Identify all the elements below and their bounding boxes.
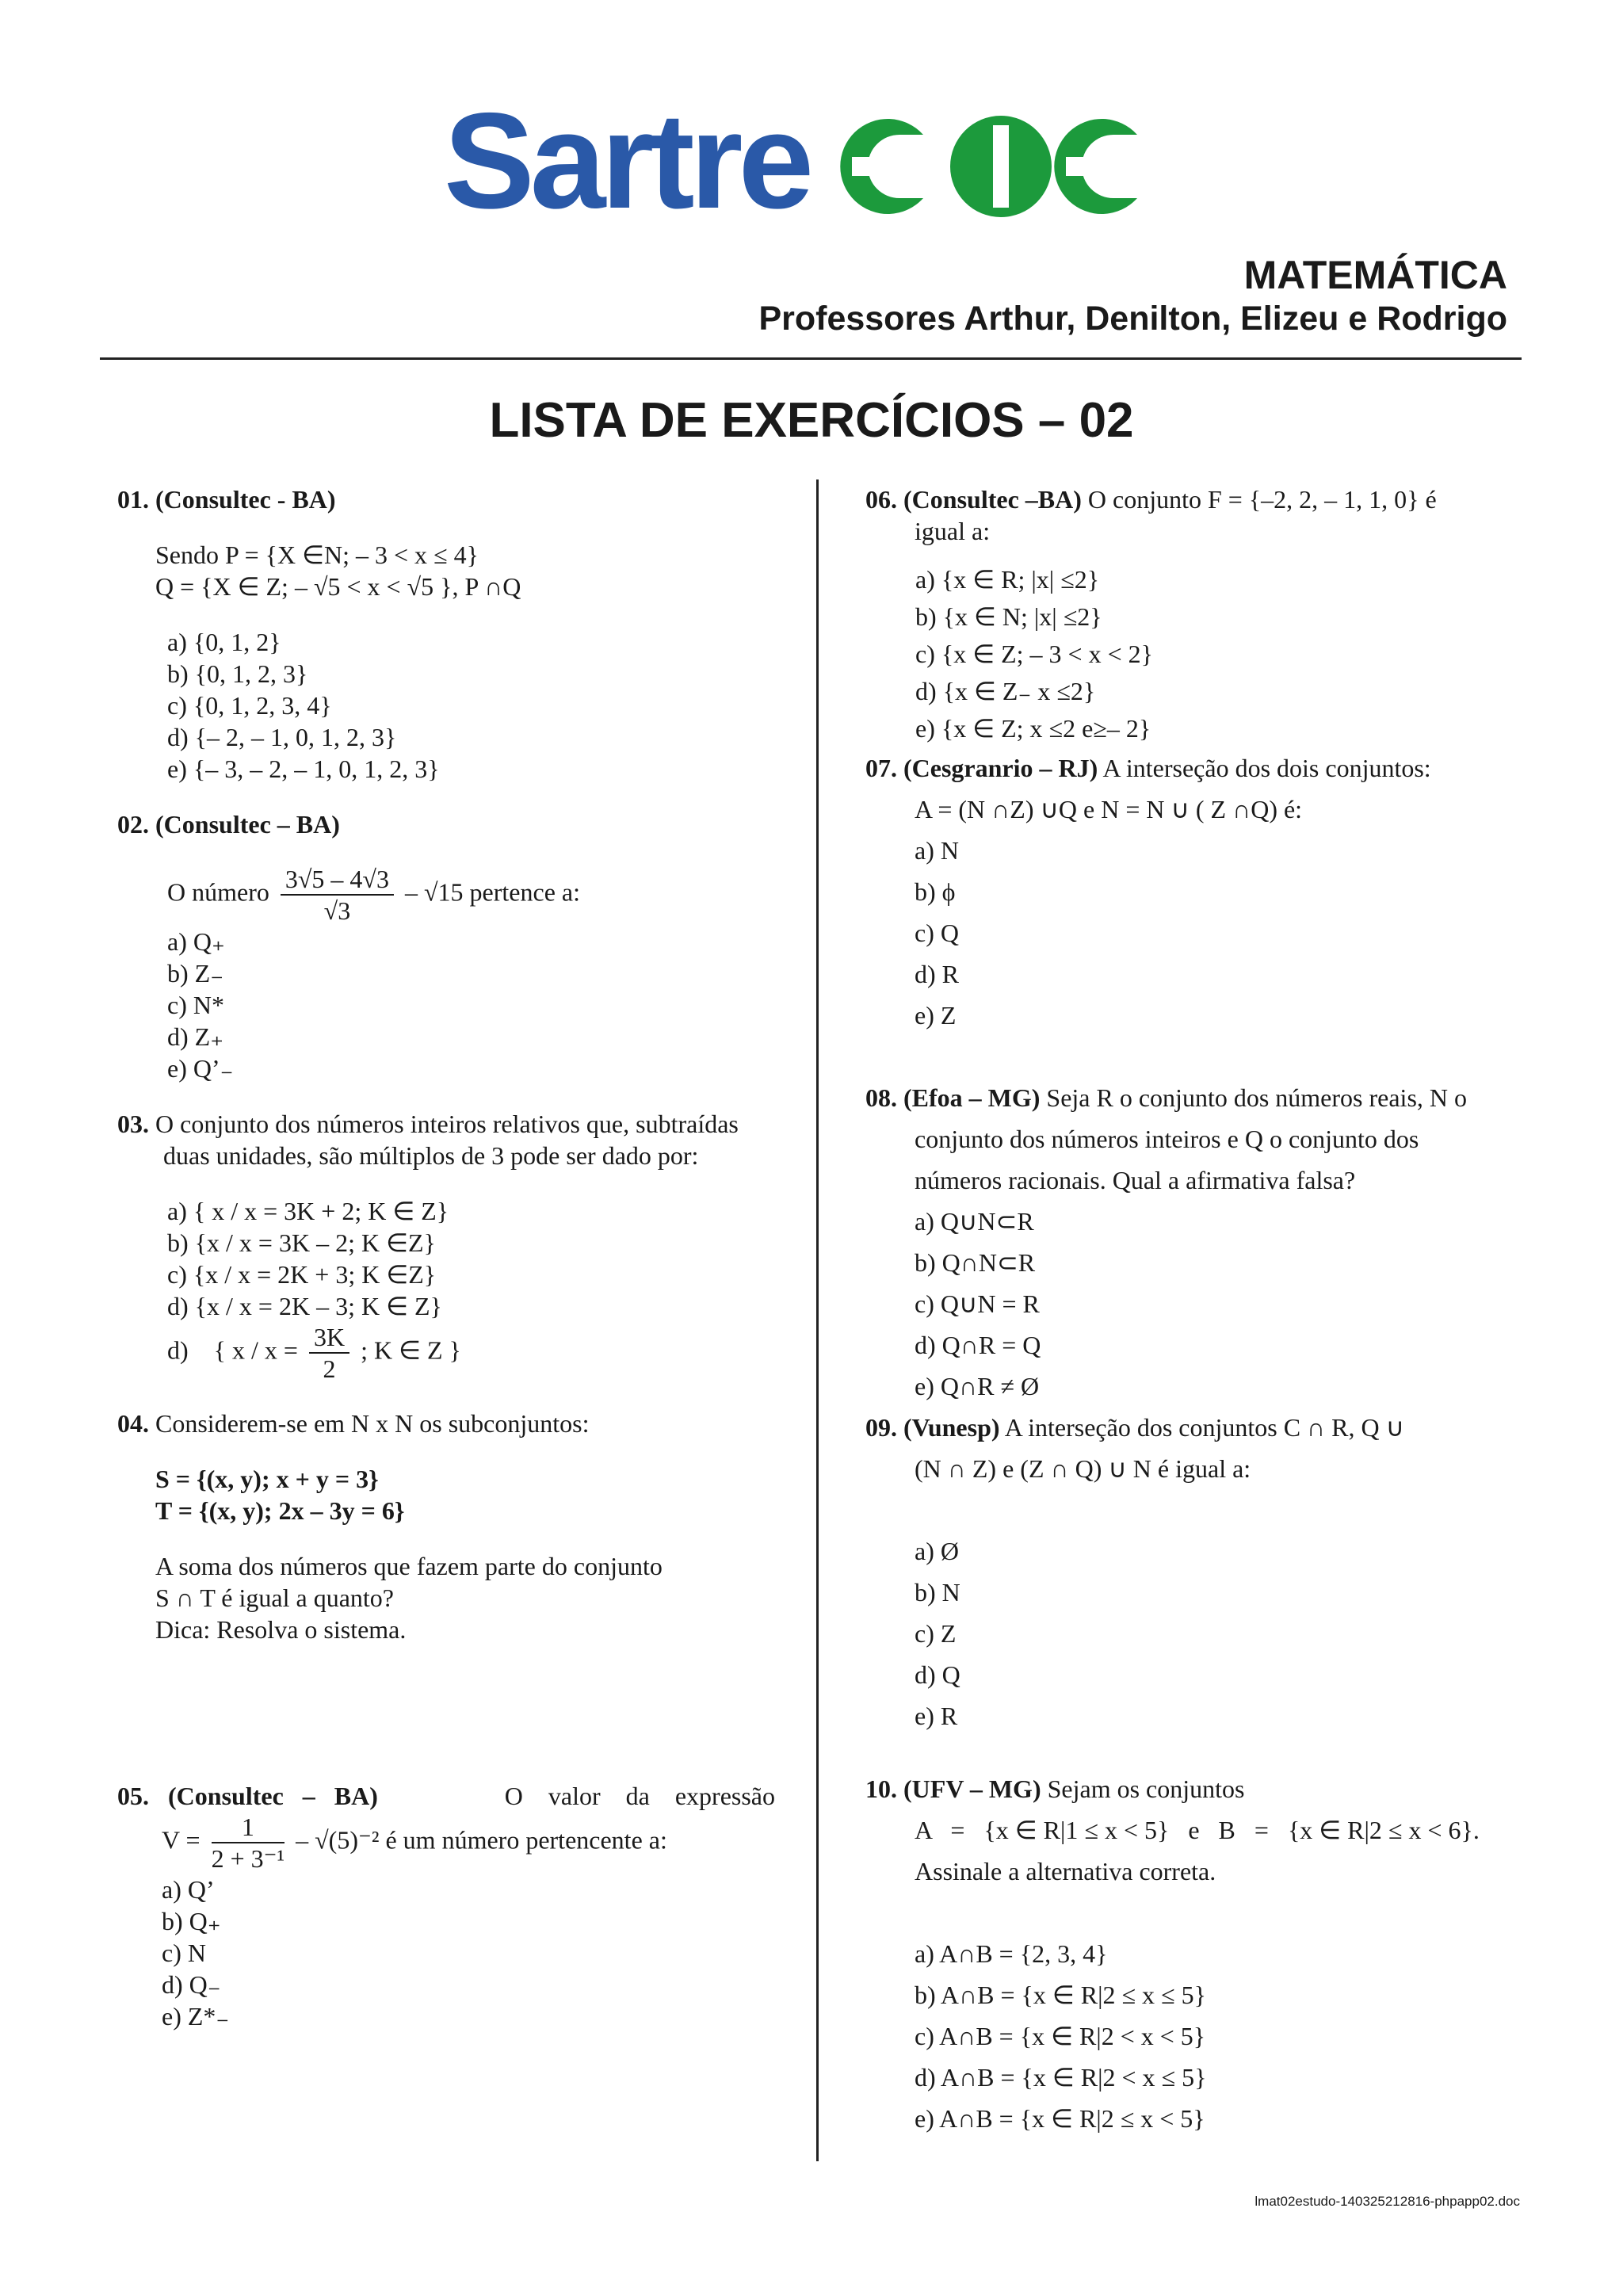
option: c) N* (167, 991, 224, 1019)
option-label: d) (167, 1335, 189, 1365)
set-definition: S = {(x, y); x + y = 3} (155, 1465, 379, 1493)
question-text-line: duas unidades, são múltiplos de 3 pode ser dado por: (163, 1141, 699, 1170)
option: a) N (915, 836, 959, 865)
question-05 (117, 1780, 775, 2032)
question-text-line: Dica: Resolva o sistema. (155, 1615, 407, 1644)
question-text (117, 1108, 775, 1140)
option: d) Z₊ (167, 1022, 224, 1051)
subject-title: MATEMÁTICA (1243, 253, 1507, 297)
option: b) Q∩N⊂R (915, 1248, 1036, 1277)
option: e) Z*₋ (162, 2002, 230, 2030)
question-heading: 06. (Consultec –BA) (865, 485, 1082, 514)
question-heading: 01. (Consultec - BA) (117, 485, 336, 514)
option: c) A∩B = {x ∈ R|2 < x < 5} (915, 2022, 1206, 2050)
question-heading: 08. (Efoa – MG) (865, 1083, 1041, 1112)
question-text-line: O conjunto dos números inteiros relativos que, subtraídas (155, 1110, 739, 1138)
question-text-line: S ∩ T é igual a quanto? (155, 1584, 394, 1612)
question-08 (865, 1077, 1523, 1407)
option: c) Z (915, 1619, 957, 1648)
option: a) Q∪N⊂R (915, 1207, 1034, 1236)
question-06 (865, 483, 1523, 747)
option: c) Q∪N = R (915, 1289, 1040, 1318)
option: d) Q (915, 1660, 960, 1689)
option: a) A∩B = {2, 3, 4} (915, 1939, 1108, 1968)
logo-wordmark: Sartre (444, 85, 810, 237)
question-text (117, 1408, 775, 1439)
header-divider (100, 357, 1522, 360)
option: e) Z (915, 1001, 957, 1030)
question-text-line: A interseção dos conjuntos C ∩ R, Q ∪ (1004, 1413, 1405, 1442)
left-column (117, 483, 775, 2032)
option: e) R (915, 1702, 958, 1730)
question-text-line: conjunto dos números inteiros e Q o conjunto dos (915, 1125, 1419, 1153)
page-title: LISTA DE EXERCÍCIOS – 02 (489, 393, 1134, 448)
option: a) Ø (915, 1537, 959, 1565)
question-03 (117, 1108, 775, 1384)
question-text (865, 1407, 1523, 1448)
expression-line (117, 864, 775, 926)
question-text (117, 1780, 775, 1812)
question-text-line: O conjunto F = {–2, 2, – 1, 1, 0} é (1087, 485, 1437, 514)
question-heading: 05. (Consultec – BA) (117, 1782, 378, 1810)
file-name-footer: lmat02estudo-140325212816-phpapp02.doc (1254, 2194, 1520, 2209)
fraction (212, 1812, 285, 1874)
question-text-line: Seja R o conjunto dos números reais, N o (1046, 1083, 1467, 1112)
question-text (865, 747, 1523, 789)
option: e) {x ∈ Z; x ≤2 e≥– 2} (915, 714, 1151, 743)
fraction-numerator: 1 (212, 1812, 285, 1843)
expression-line (117, 1812, 775, 1874)
fraction-denominator: √3 (323, 896, 351, 925)
question-text-line: A soma dos números que fazem parte do conjunto (155, 1552, 663, 1580)
fraction (309, 1322, 349, 1384)
expression-suffix: – √15 pertence a: (404, 877, 580, 907)
option-expr: { x / x = (213, 1335, 298, 1365)
question-heading: 10. (UFV – MG) (865, 1775, 1041, 1803)
option: b) Q₊ (162, 1907, 221, 1935)
option: d) {x ∈ Z₋ x ≤2} (915, 677, 1096, 705)
option: a) Q₊ (167, 927, 225, 956)
option: a) {0, 1, 2} (167, 628, 281, 656)
option: a) Q’ (162, 1875, 215, 1904)
question-01 (117, 483, 775, 785)
option: c) {0, 1, 2, 3, 4} (167, 691, 332, 720)
option: c) Q (915, 919, 959, 947)
question-heading: 09. (Vunesp) (865, 1413, 1000, 1442)
statement-line: Sendo P = {X ∈N; – 3 < x ≤ 4} (155, 541, 479, 569)
question-text-line: A = (N ∩Z) ∪Q e N = N ∪ ( Z ∩Q) é: (915, 795, 1303, 823)
column-divider (816, 479, 819, 2161)
professors-line: Professores Arthur, Denilton, Elizeu e Rodrigo (758, 300, 1507, 338)
option: b) A∩B = {x ∈ R|2 ≤ x ≤ 5} (915, 1981, 1206, 2009)
option: e) Q’₋ (167, 1054, 234, 1083)
question-text-line: Assinale a alternativa correta. (915, 1857, 1216, 1885)
option (117, 1322, 775, 1384)
fraction-denominator: 2 + 3⁻¹ (211, 1844, 285, 1873)
question-text-line: (N ∩ Z) e (Z ∩ Q) ∪ N é igual a: (915, 1454, 1251, 1483)
statement-line: Q = {X ∈ Z; – √5 < x < √5 }, P ∩Q (155, 572, 521, 601)
fraction-numerator: 3√5 – 4√3 (281, 864, 394, 896)
option: b) Z₋ (167, 959, 224, 988)
option: b) {x / x = 3K – 2; K ∈Z} (167, 1228, 436, 1257)
question-heading: 02. (Consultec – BA) (117, 810, 340, 839)
fraction-denominator: 2 (323, 1354, 336, 1383)
set-definition: T = {(x, y); 2x – 3y = 6} (155, 1496, 405, 1525)
option: e) Q∩R ≠ Ø (915, 1372, 1040, 1400)
option: d) {– 2, – 1, 0, 1, 2, 3} (167, 723, 397, 751)
question-text (865, 1768, 1523, 1809)
option: d) A∩B = {x ∈ R|2 < x ≤ 5} (915, 2063, 1207, 2092)
fraction-numerator: 3K (309, 1322, 349, 1354)
question-text-line: A = {x ∈ R|1 ≤ x < 5} e B = {x ∈ R|2 ≤ x < 6}. (915, 1816, 1480, 1844)
option: e) A∩B = {x ∈ R|2 ≤ x < 5} (915, 2104, 1205, 2133)
question-04 (117, 1408, 775, 1645)
expression-suffix: – √(5)⁻² é um número pertencente a: (296, 1825, 667, 1855)
question-text-line: Sejam os conjuntos (1047, 1775, 1245, 1803)
option: e) {– 3, – 2, – 1, 0, 1, 2, 3} (167, 755, 440, 783)
question-heading: 03. (117, 1110, 149, 1138)
option: a) {x ∈ R; |x| ≤2} (915, 565, 1100, 594)
question-text-line: igual a: (915, 517, 991, 545)
option: b) {0, 1, 2, 3} (167, 659, 308, 688)
option: a) { x / x = 3K + 2; K ∈ Z} (167, 1197, 449, 1225)
question-heading: 07. (Cesgranrio – RJ) (865, 754, 1098, 782)
option: d) Q₋ (162, 1970, 221, 1999)
option: c) {x / x = 2K + 3; K ∈Z} (167, 1260, 437, 1289)
sartre-coc-logo (444, 85, 1197, 237)
option: c) N (162, 1939, 206, 1967)
option: b) ϕ (915, 877, 956, 906)
expression-prefix: V = (162, 1825, 200, 1855)
question-heading: 04. (117, 1409, 149, 1438)
option: d) Q∩R = Q (915, 1331, 1041, 1359)
question-09 (865, 1407, 1523, 1736)
fraction (281, 864, 394, 926)
option: b) N (915, 1578, 960, 1606)
option: d) R (915, 960, 959, 988)
expression-prefix: O número (167, 877, 269, 907)
question-10 (865, 1768, 1523, 2139)
question-text-line: números racionais. Qual a afirmativa falsa? (915, 1166, 1356, 1194)
question-02 (117, 808, 775, 1084)
question-07 (865, 747, 1523, 1036)
question-text (865, 1077, 1523, 1118)
option: b) {x ∈ N; |x| ≤2} (915, 602, 1102, 631)
coc-logo-icon (820, 111, 1177, 222)
question-text (865, 483, 1523, 515)
option: c) {x ∈ Z; – 3 < x < 2} (915, 640, 1153, 668)
option-expr: ; K ∈ Z } (361, 1335, 461, 1365)
right-column (865, 483, 1523, 2139)
question-text-line: A interseção dos dois conjuntos: (1102, 754, 1431, 782)
option: d) {x / x = 2K – 3; K ∈ Z} (167, 1292, 442, 1320)
question-text-line: Considerem-se em N x N os subconjuntos: (155, 1409, 590, 1438)
question-text-line: O valor da expressão (504, 1782, 775, 1810)
